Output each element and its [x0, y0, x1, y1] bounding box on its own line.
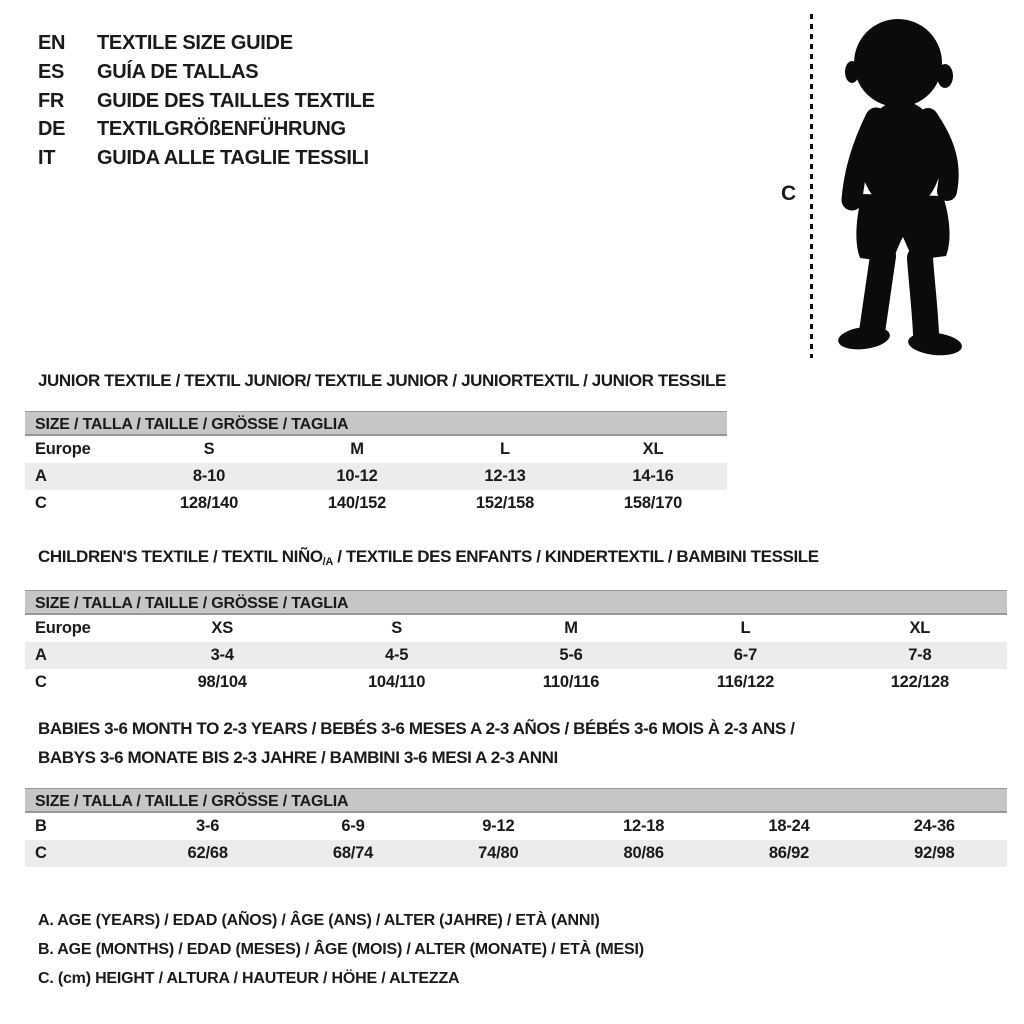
row-values	[135, 646, 1007, 665]
children-table-header: SIZE / TALLA / TAILLE / GRÖSSE / TAGLIA	[25, 590, 1007, 615]
baby-silhouette-shapes	[837, 19, 963, 358]
language-row	[38, 58, 375, 87]
table-row	[25, 813, 1007, 840]
size-cell: S	[203, 440, 215, 458]
junior-section-heading: JUNIOR TEXTILE / TEXTIL JUNIOR/ TEXTILE JUNIOR / JUNIORTEXTIL / JUNIOR TESSILE	[38, 371, 726, 390]
table-row	[25, 669, 1007, 696]
row-label: Europe	[35, 619, 91, 637]
row-label: C	[35, 844, 47, 862]
table-row	[25, 615, 1007, 642]
size-cell: 3-6	[196, 817, 220, 835]
language-code: IT	[38, 147, 56, 170]
children-table-body	[25, 615, 1007, 696]
size-cell: 7-8	[908, 646, 932, 664]
size-cell: 128/140	[179, 494, 239, 512]
children-size-table	[25, 590, 1007, 696]
size-cell: L	[500, 440, 510, 458]
size-cell: XL	[909, 619, 931, 637]
language-title: GUIDA ALLE TAGLIE TESSILI	[97, 147, 369, 170]
size-cell: 9-12	[482, 817, 515, 835]
language-code: FR	[38, 89, 65, 112]
table-row	[25, 463, 727, 490]
row-values	[135, 440, 727, 459]
legend-notes	[38, 906, 644, 993]
table-row	[25, 490, 727, 517]
children-heading-subscript: /A	[322, 556, 333, 568]
size-cell: 68/74	[332, 844, 374, 862]
language-row	[38, 29, 375, 58]
language-code: ES	[38, 60, 65, 83]
row-label: C	[35, 673, 47, 691]
language-code: DE	[38, 118, 66, 141]
language-title: TEXTILE SIZE GUIDE	[97, 32, 293, 54]
size-cell: 98/104	[197, 673, 247, 691]
babies-table-body	[25, 813, 1007, 867]
row-values	[135, 467, 727, 486]
size-cell: 14-16	[632, 467, 674, 485]
size-cell: 86/92	[768, 844, 810, 862]
size-cell: 140/152	[327, 494, 387, 512]
table-row	[25, 642, 1007, 669]
size-cell: 12-13	[484, 467, 526, 485]
height-measure-label: C	[781, 182, 797, 205]
size-cell: 3-4	[210, 646, 234, 664]
table-row	[25, 436, 727, 463]
size-cell: M	[350, 440, 364, 458]
size-cell: 12-18	[623, 817, 665, 835]
children-section-heading	[38, 547, 819, 567]
size-cell: 92/98	[914, 844, 955, 862]
babies-heading-line2: BABYS 3-6 MONATE BIS 2-3 JAHRE / BAMBINI 3-6 MESI A 2-3 ANNI	[38, 748, 558, 767]
size-cell: 24-36	[913, 817, 955, 835]
size-cell: XS	[211, 619, 234, 637]
size-cell: L	[740, 619, 751, 637]
language-list	[38, 29, 375, 173]
babies-section-heading	[38, 714, 795, 772]
size-cell: S	[391, 619, 403, 637]
legend-note: A. AGE (YEARS) / EDAD (AÑOS) / ÂGE (ANS) / ALTER (JAHRE) / ETÀ (ANNI)	[38, 912, 600, 929]
size-cell: 152/158	[475, 494, 535, 512]
baby-silhouette	[822, 8, 982, 360]
size-cell: 158/170	[623, 494, 683, 512]
row-label: Europe	[35, 440, 91, 458]
size-cell: 5-6	[559, 646, 583, 664]
size-cell: 110/116	[542, 673, 600, 691]
size-cell: 80/86	[623, 844, 664, 862]
language-code: EN	[38, 32, 66, 54]
row-values	[135, 673, 1007, 692]
table-row	[25, 840, 1007, 867]
language-row	[38, 115, 375, 144]
row-values	[135, 844, 1007, 863]
row-label: A	[35, 646, 47, 664]
junior-size-table	[25, 411, 727, 517]
junior-table-header: SIZE / TALLA / TAILLE / GRÖSSE / TAGLIA	[25, 411, 727, 436]
size-cell: 6-9	[341, 817, 365, 835]
size-cell: 74/80	[478, 844, 519, 862]
size-cell: M	[564, 619, 578, 637]
size-cell: 6-7	[733, 646, 758, 664]
babies-size-table	[25, 788, 1007, 867]
row-values	[135, 494, 727, 513]
row-label: C	[35, 494, 47, 512]
language-row	[38, 87, 375, 116]
row-label: A	[35, 467, 47, 485]
legend-note: C. (cm) HEIGHT / ALTURA / HAUTEUR / HÖHE / ALTEZZA	[38, 970, 460, 987]
language-title: GUIDE DES TAILLES TEXTILE	[97, 89, 375, 112]
size-cell: XL	[642, 440, 664, 458]
children-heading-main: CHILDREN'S TEXTILE / TEXTIL NIÑO	[38, 547, 323, 566]
language-row	[38, 144, 375, 173]
language-title: GUÍA DE TALLAS	[97, 60, 259, 83]
babies-table-header: SIZE / TALLA / TAILLE / GRÖSSE / TAGLIA	[25, 788, 1007, 813]
legend-note: B. AGE (MONTHS) / EDAD (MESES) / ÂGE (MOIS) / ALTER (MONATE) / ETÀ (MESI)	[38, 941, 644, 958]
language-title: TEXTILGRÖßENFÜHRUNG	[97, 118, 346, 141]
size-cell: 8-10	[192, 467, 226, 485]
size-cell: 122/128	[890, 673, 949, 691]
babies-heading-line1: BABIES 3-6 MONTH TO 2-3 YEARS / BEBÉS 3-6 MESES A 2-3 AÑOS / BÉBÉS 3-6 MOIS À 2-3 ANS /	[38, 719, 795, 738]
size-cell: 4-5	[384, 646, 409, 664]
row-label: B	[35, 817, 47, 835]
row-values	[135, 817, 1007, 836]
height-measure-dotted-line	[810, 14, 813, 358]
size-cell: 104/110	[367, 673, 426, 691]
size-cell: 10-12	[336, 467, 378, 485]
junior-table-body	[25, 436, 727, 517]
size-cell: 116/122	[716, 673, 775, 691]
size-cell: 62/68	[187, 844, 228, 862]
children-heading-rest: / TEXTILE DES ENFANTS / KINDERTEXTIL / BAMBINI TESSILE	[332, 547, 819, 566]
size-cell: 18-24	[768, 817, 810, 835]
row-values	[135, 619, 1007, 638]
